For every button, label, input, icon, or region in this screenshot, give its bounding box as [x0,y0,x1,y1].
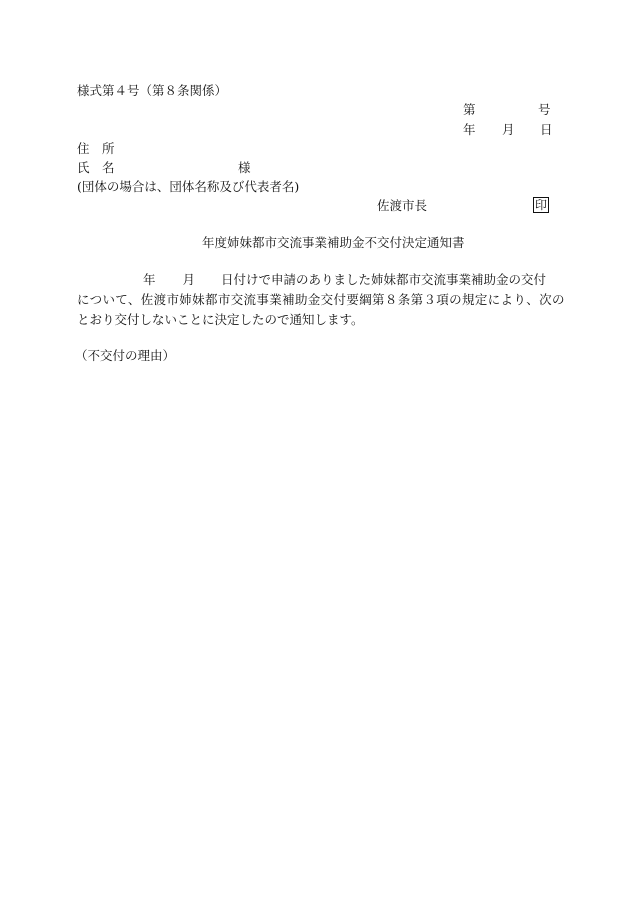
document-number-suffix: 号 [538,102,551,117]
form-number: 様式第４号（第８条関係） [77,83,228,98]
body-line1-text: 日付けで申請のありました姉妹都市交流事業補助金の交付 [221,272,547,287]
honorific-sama: 様 [238,160,251,175]
date-month-label: 月 [502,122,515,137]
body-paragraph-line-2: について、佐渡市姉妹都市交流事業補助金交付要綱第８条第３項の規定により、次の [77,292,565,307]
body-month-label: 月 [182,272,196,287]
body-paragraph-line-1 [143,274,546,287]
body-year-label: 年 [143,272,156,287]
group-note: (団体の場合は、団体名称及び代表者名) [77,179,300,194]
seal-mark: 印 [535,198,548,212]
body-paragraph-line-3: とおり交付しないことに決定したので通知します。 [77,312,364,327]
date-year-label: 年 [463,122,476,137]
reason-label: （不交付の理由） [75,348,176,363]
name-label: 氏 名 [77,160,115,175]
issuer-title: 佐渡市長 [377,198,428,213]
date-day-label: 日 [540,122,553,137]
document-number-label: 第 [463,102,476,117]
document-title: 年度姉妹都市交流事業補助金不交付決定通知書 [202,235,465,250]
address-label: 住 所 [77,141,115,156]
